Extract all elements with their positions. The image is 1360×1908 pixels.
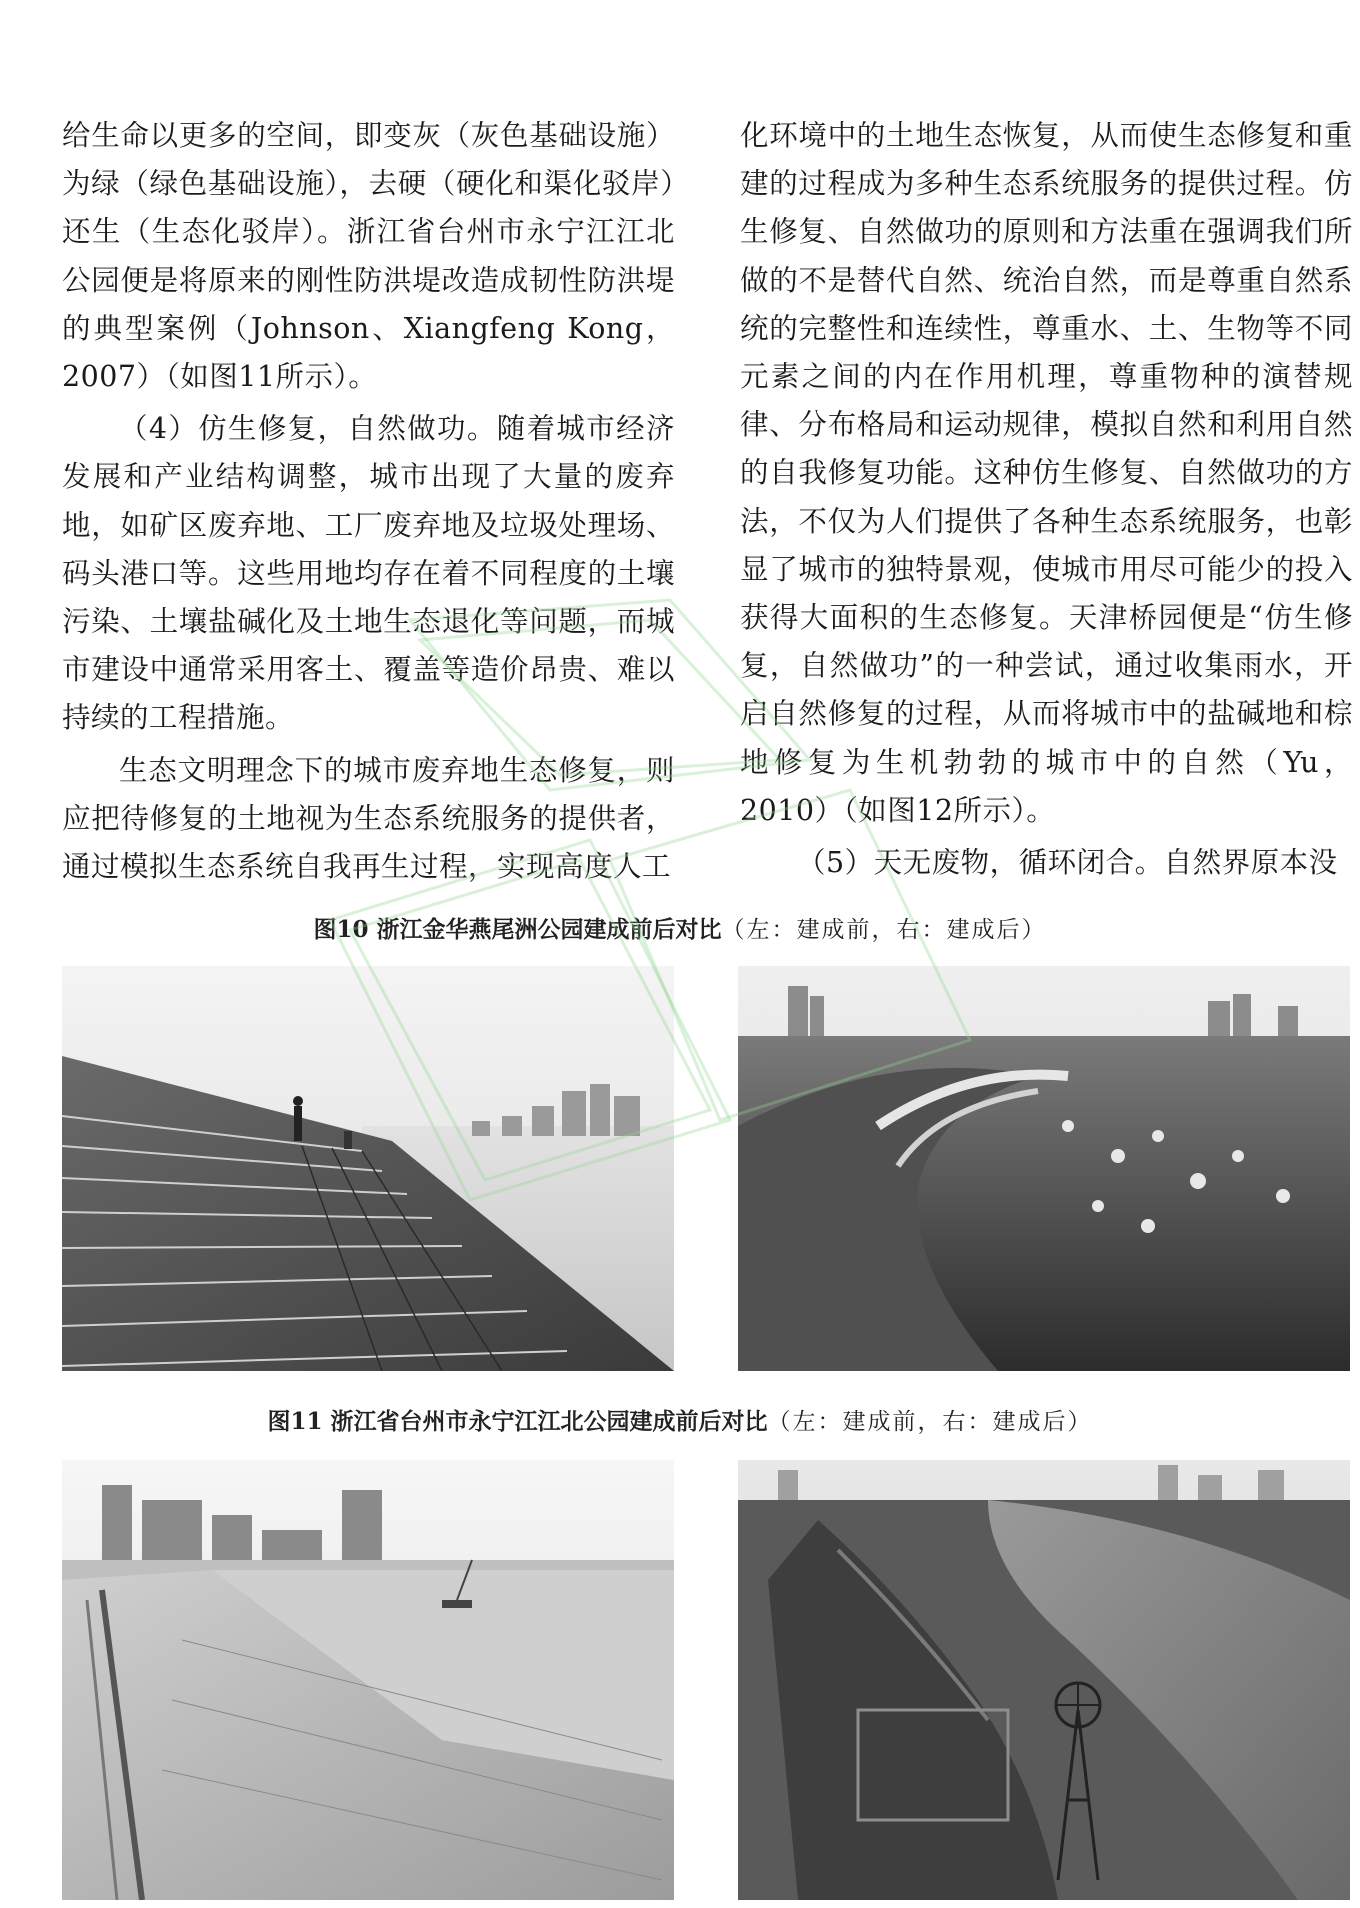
paragraph: 生态文明理念下的城市废弃地生态修复，则应把待修复的土地视为生态系统服务的提供者，通过模拟生态系统自我再生过程，实现高度人工 [62, 753, 675, 884]
concrete-riverbank-image [62, 1460, 674, 1900]
paragraph: 化环境中的土地生态恢复，从而使生态修复和重建的过程成为多种生态系统服务的提供过程。仿生修复、自然做功的原则和方法重在强调我们所做的不是替代自然、统治自然，而是尊重自然系统的完整性和连续性，尊重水、土、生物等不同元素之间的内在作用机理，尊重物种的演替规律、分布格局和运动规律，模拟自然和利用自然的自我修复功能。这种仿生修复、自然做功的方法，不仅为人们提供了各种生态系统服务，也彰显了城市的独特景观，使城市用尽可能少的投入获得大面积的生态修复。天津桥园便是“仿生修复，自然做功”的一种尝试，通过收集雨水，开启自然修复的过程，从而将城市中的盐碱地和棕地修复为生机勃勃的城市中的自然（Yu，2010）（如图12所示）。 [740, 119, 1353, 827]
figure-title: 图11 浙江省台州市永宁江江北公园建成前后对比 [267, 1408, 768, 1435]
figure-10-after-photo [738, 966, 1350, 1371]
ecological-riverbank-image [738, 1460, 1350, 1900]
figure-title: 图10 浙江金华燕尾洲公园建成前后对比 [313, 916, 722, 943]
paragraph: 给生命以更多的空间，即变灰（灰色基础设施）为绿（绿色基础设施），去硬（硬化和渠化驳岸）还生（生态化驳岸）。浙江省台州市永宁江江北公园便是将原来的刚性防洪堤改造成韧性防洪堤的典型案例（Johnson、Xiangfeng Kong，2007）（如图11所示）。 [62, 119, 675, 394]
figure-11-after-photo [738, 1460, 1350, 1900]
embankment-steps-image [62, 966, 674, 1371]
figure-note: （左：建成前，右：建成后） [767, 1409, 1093, 1435]
left-text-column [62, 112, 675, 895]
figure-note: （左：建成前，右：建成后） [721, 917, 1047, 943]
figure-11-before-photo [62, 1460, 674, 1900]
figure-11-caption [0, 1406, 1360, 1438]
figure-10-caption [0, 914, 1360, 946]
paragraph: （5）天无废物，循环闭合。自然界原本没 [797, 846, 1338, 880]
vegetated-park-image [738, 966, 1350, 1371]
right-text-column [740, 112, 1353, 891]
paragraph: （4）仿生修复，自然做功。随着城市经济发展和产业结构调整，城市出现了大量的废弃地，如矿区废弃地、工厂废弃地及垃圾处理场、码头港口等。这些用地均存在着不同程度的土壤污染、土壤盐碱化及土地生态退化等问题，而城市建设中通常采用客土、覆盖等造价昂贵、难以持续的工程措施。 [62, 412, 675, 735]
figure-10-before-photo [62, 966, 674, 1371]
